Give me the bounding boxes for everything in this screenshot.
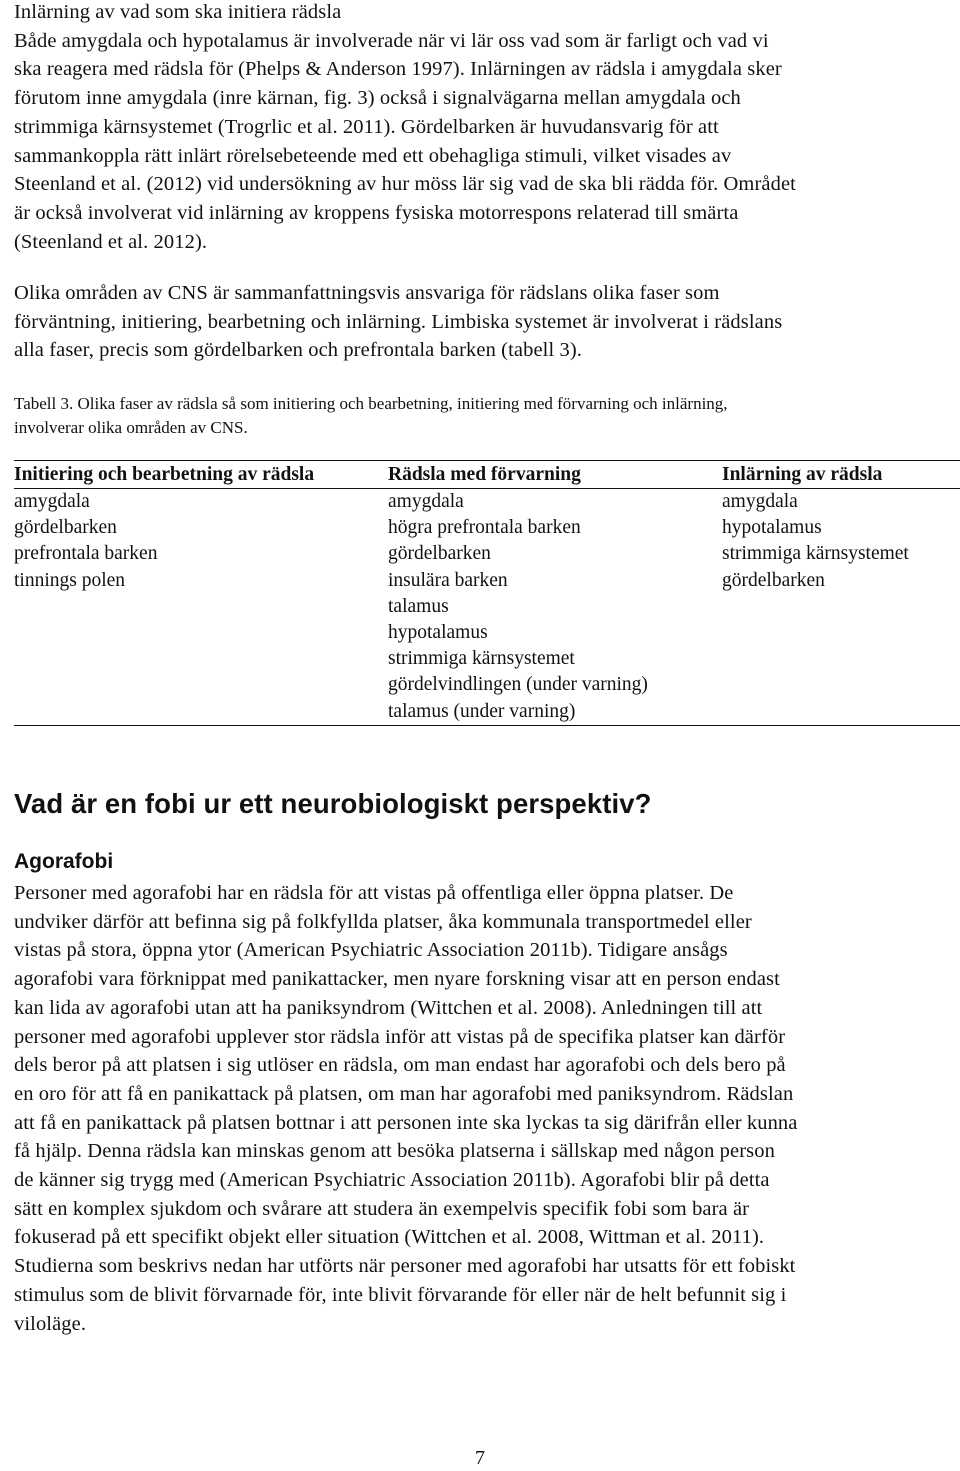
page-number: 7 — [475, 1447, 485, 1469]
table-row — [14, 568, 960, 594]
table-cell: prefrontala barken — [14, 543, 158, 565]
table-row — [14, 646, 960, 672]
fear-phases-table — [14, 460, 960, 726]
table-cell: talamus (under varning) — [388, 699, 722, 726]
text-line: (Steenland et al. 2012). — [14, 230, 208, 253]
table-row — [14, 594, 960, 620]
text-line: en oro för att få en panikattack på platsen, om man har agorafobi med paniksyndrom. Rädslan — [14, 1082, 794, 1105]
table-cell — [14, 594, 388, 620]
text-line: viloläge. — [14, 1312, 87, 1335]
table-cell — [14, 699, 388, 726]
text-line: personer med agorafobi upplever stor rädsla inför att vistas på de specifika platser kan därför — [14, 1025, 786, 1048]
table-cell — [722, 699, 960, 726]
section-heading: Vad är en fobi ur ett neurobiologiskt perspektiv? — [14, 788, 652, 819]
table-cell — [722, 672, 960, 698]
text-line: kan lida av agorafobi utan att ha paniksyndrom (Wittchen et al. 2008). Anledningen till att — [14, 996, 763, 1019]
text-line: Både amygdala och hypotalamus är involverade när vi lär oss vad som är farligt och vad vi — [14, 29, 769, 52]
table-caption — [14, 392, 946, 440]
text-line: undviker därför att befinna sig på folkfyllda platser, åka kommunala transportmedel eller — [14, 910, 752, 933]
table-cell: insulära barken — [388, 569, 508, 591]
text-line: är också involverat vid inlärning av kroppens fysiska motorrespons relaterad till smärta — [14, 201, 739, 224]
table-cell: gördelbarken — [388, 543, 491, 565]
table-row — [14, 489, 960, 516]
table-header-row — [14, 461, 960, 489]
table-cell: amygdala — [388, 491, 464, 512]
text-line: fokuserad på ett specifikt objekt eller situation (Wittchen et al. 2008, Wittman et al. 2011). — [14, 1226, 765, 1249]
table-row — [14, 699, 960, 726]
text-line: sammankoppla rätt inlärt rörelsebeteende med ett obehagliga stimuli, vilket visades av — [14, 144, 732, 167]
table-cell — [722, 620, 960, 646]
table-cell — [722, 646, 960, 672]
text-line: Personer med agorafobi har en rädsla för att vistas på offentliga eller öppna platser. De — [14, 882, 734, 904]
text-line: förväntning, initiering, bearbetning och inlärning. Limbiska systemet är involverat i rädslans — [14, 310, 783, 333]
table-cell — [14, 620, 388, 646]
caption-line: Tabell 3. Olika faser av rädsla så som initiering och bearbetning, initiering med förvarning och inlärning, — [14, 394, 728, 413]
table-cell — [14, 672, 388, 698]
table-cell: talamus — [388, 595, 449, 617]
text-line: Studierna som beskrivs nedan har utförts när personer med agorafobi har utsatts för ett fobiskt — [14, 1255, 796, 1278]
paragraph-cns-summary — [14, 279, 946, 365]
table-row — [14, 541, 960, 567]
table-cell — [14, 646, 388, 672]
table-row — [14, 515, 960, 541]
table-row — [14, 620, 960, 646]
table-cell: strimmiga kärnsystemet — [722, 543, 909, 565]
text-line: förutom inne amygdala (inre kärnan, fig. 3) också i signalvägarna mellan amygdala och — [14, 87, 741, 110]
text-line: strimmiga kärnsystemet (Trogrlic et al. 2011). Gördelbarken är huvudansvarig för att — [14, 115, 719, 138]
text-line: Olika områden av CNS är sammanfattningsvis ansvariga för rädslans olika faser som — [14, 282, 720, 304]
table-cell: tinnings polen — [14, 569, 126, 591]
table-row — [14, 672, 960, 698]
table-cell: hypotalamus — [388, 622, 488, 644]
text-line: agorafobi vara förknippat med panikattacker, men nyare forskning visar att en person endast — [14, 968, 780, 991]
text-line: alla faser, precis som gördelbarken och prefrontala barken (tabell 3). — [14, 339, 582, 362]
text-line: att få en panikattack på platsen bottnar i att personen inte ska lyckas ta sig därifrån eller kunna — [14, 1111, 798, 1134]
table-cell — [722, 594, 960, 620]
header-warning: Rädsla med förvarning — [388, 461, 722, 489]
header-initiation: Initiering och bearbetning av rädsla — [14, 461, 388, 489]
caption-line: involverar olika områden av CNS. — [14, 418, 248, 437]
header-learning: Inlärning av rädsla — [722, 461, 960, 489]
text-line: Steenland et al. (2012) vid undersökning av hur möss lär sig vad de ska bli rädda för. Området — [14, 173, 796, 196]
table-cell: gördelbarken — [722, 569, 825, 591]
text-line: de känner sig trygg med (American Psychiatric Association 2011b). Agorafobi blir på detta — [14, 1169, 770, 1192]
text-line: sätt en komplex sjukdom och svårare att studera än exempelvis specifik fobi som bara är — [14, 1197, 750, 1220]
table-cell: högra prefrontala barken — [388, 517, 581, 539]
text-line: dels beror på att platsen i sig utlöser en rädsla, om man endast har agorafobi och dels bero på — [14, 1054, 786, 1077]
table-cell: amygdala — [14, 491, 90, 512]
table-cell: gördelbarken — [14, 517, 117, 539]
text-line: vistas på stora, öppna ytor (American Psychiatric Association 2011b). Tidigare ansågs — [14, 939, 728, 962]
text-line: ska reagera med rädsla för (Phelps & Anderson 1997). Inlärningen av rädsla i amygdala sker — [14, 58, 782, 81]
paragraph-agoraphobia — [14, 879, 946, 1338]
subsection-heading: Agorafobi — [14, 850, 114, 873]
text-line: stimulus som de blivit förvarnade för, inte blivit förvarande för eller när de helt befunnit sig i — [14, 1283, 787, 1306]
table-cell: amygdala — [722, 491, 798, 512]
table-cell: hypotalamus — [722, 517, 822, 539]
text-line: få hjälp. Denna rädsla kan minskas genom att besöka platserna i sällskap med någon person — [14, 1140, 775, 1163]
table-cell: strimmiga kärnsystemet — [388, 648, 575, 670]
paragraph-fear-learning — [14, 0, 946, 256]
table-cell: gördelvindlingen (under varning) — [388, 674, 648, 696]
paragraph-title: Inlärning av vad som ska initiera rädsla — [14, 1, 342, 23]
